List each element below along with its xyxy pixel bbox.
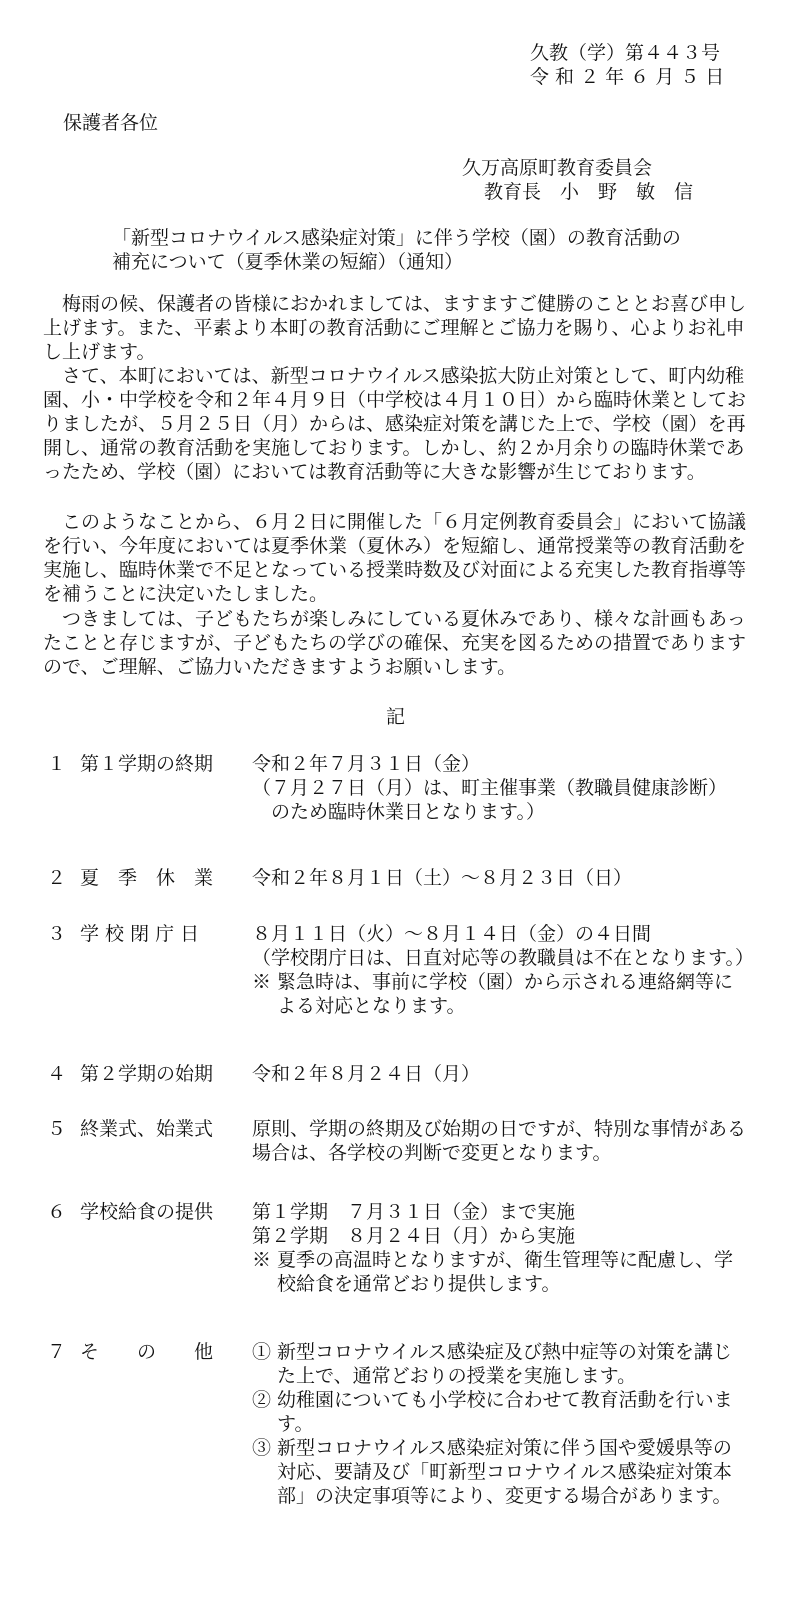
body-line: たことと存じますが、子どもたちの学びの確保、充実を図るための措置であります xyxy=(43,632,747,654)
body-line: 実施し、臨時休業で不足となっている授業時数及び対面による充実した教育指導等 xyxy=(43,559,747,581)
item-label: そ の 他 xyxy=(80,1341,214,1363)
item-line: ② 幼稚園についても小学校に合わせて教育活動を行いま xyxy=(252,1389,733,1411)
item-line: 原則、学期の終期及び始期の日ですが、特別な事情がある xyxy=(252,1118,747,1140)
item-number: ６ xyxy=(47,1201,67,1223)
body-line: を行い、今年度においては夏季休業（夏休み）を短縮し、通常授業等の教育活動を xyxy=(43,535,747,557)
item-content xyxy=(252,1340,733,1508)
body-line: このようなことから、６月２日に開催した「６月定例教育委員会」において協議 xyxy=(62,511,747,533)
document-date: 令 和 ２ 年 ６ 月 ５ 日 xyxy=(530,66,725,88)
body-line: ったため、学校（園）においては教育活動等に大きな影響が生じております。 xyxy=(43,461,706,483)
item-label: 学校給食の提供 xyxy=(80,1201,214,1223)
item-label: 第１学期の終期 xyxy=(80,753,214,775)
body-line: ので、ご理解、ご協力いただきますようお願いします。 xyxy=(43,656,517,678)
item-content xyxy=(252,1117,746,1165)
item-label: 第２学期の始期 xyxy=(80,1063,214,1085)
issuer-name: 教育長 小 野 敏 信 xyxy=(484,181,694,203)
item-line: 校給食を通常どおり提供します。 xyxy=(252,1273,561,1295)
addressee: 保護者各位 xyxy=(63,112,159,134)
document-number: 久教（学）第４４３号 xyxy=(530,42,721,64)
item-content xyxy=(252,1200,733,1296)
item-line: （７月２７日（月）は、町主催事業（教職員健康診断） xyxy=(252,777,728,799)
body-paragraph-4 xyxy=(43,607,746,679)
item-number: ４ xyxy=(47,1063,67,1085)
item-content xyxy=(252,752,727,824)
body-paragraph-1 xyxy=(43,292,746,364)
item-line: よる対応となります。 xyxy=(252,995,466,1017)
item-content xyxy=(252,866,632,890)
item-line: ※ 緊急時は、事前に学校（園）から示される連絡網等に xyxy=(252,971,734,993)
item-number: ３ xyxy=(47,923,67,945)
body-line: りましたが、５月２５日（月）からは、感染症対策を講じた上で、学校（園）を再 xyxy=(43,413,746,435)
body-line: 梅雨の候、保護者の皆様におかれましては、ますますご健勝のこととお喜び申し xyxy=(62,293,747,315)
item-line: 令和２年８月１日（土）～８月２３日（日） xyxy=(252,867,633,889)
body-line: つきましては、子どもたちが楽しみにしている夏休みであり、様々な計画もあっ xyxy=(62,608,746,630)
item-line: す。 xyxy=(252,1413,314,1435)
body-line: 上げます。また、平素より本町の教育活動にご理解とご協力を賜り、心よりお礼申 xyxy=(43,317,745,339)
item-content xyxy=(252,1062,480,1086)
item-line: 第１学期 ７月３１日（金）まで実施 xyxy=(252,1201,576,1223)
item-number: １ xyxy=(47,753,67,775)
item-line: のため臨時休業日となります。） xyxy=(252,801,545,823)
item-line: ※ 夏季の高温時となりますが、衛生管理等に配慮し、学 xyxy=(252,1249,734,1271)
ki-heading: 記 xyxy=(386,706,406,728)
item-line: ③ 新型コロナウイルス感染症対策に伴う国や愛媛県等の xyxy=(252,1437,732,1459)
item-label: 学 校 閉 庁 日 xyxy=(80,923,200,945)
item-label: 夏 季 休 業 xyxy=(80,867,214,889)
item-line: 部」の決定事項等により、変更する場合があります。 xyxy=(252,1485,732,1507)
body-line: さて、本町においては、新型コロナウイルス感染拡大防止対策として、町内幼稚 xyxy=(62,365,745,387)
body-line: 開し、通常の教育活動を実施しております。しかし、約２か月余りの臨時休業であ xyxy=(43,437,745,459)
body-line: 園、小・中学校を令和２年４月９日（中学校は４月１０日）から臨時休業としてお xyxy=(43,389,747,411)
item-line: 令和２年８月２４日（月） xyxy=(252,1063,481,1085)
item-line: ① 新型コロナウイルス感染症及び熱中症等の対策を講じ xyxy=(252,1341,732,1363)
issuer-organization: 久万高原町教育委員会 xyxy=(462,157,653,179)
body-line: し上げます。 xyxy=(43,341,156,363)
item-line: た上で、通常どおりの授業を実施します。 xyxy=(252,1365,637,1387)
body-paragraph-3 xyxy=(43,510,746,606)
item-content xyxy=(252,922,754,1018)
notice-title-line-1: 「新型コロナウイルス感染症対策」に伴う学校（園）の教育活動の xyxy=(112,227,681,249)
item-line: 場合は、各学校の判断で変更となります。 xyxy=(252,1142,612,1164)
item-number: ７ xyxy=(47,1341,67,1363)
notice-title-line-2: 補充について（夏季休業の短縮）（通知） xyxy=(112,251,464,273)
body-line: を補うことに決定いたしました。 xyxy=(43,583,329,605)
item-line: 令和２年７月３１日（金） xyxy=(252,753,481,775)
body-paragraph-2 xyxy=(43,364,746,484)
item-line: （学校閉庁日は、日直対応等の教職員は不在となります。） xyxy=(252,947,754,969)
item-line: ８月１１日（火）～８月１４日（金）の４日間 xyxy=(252,923,652,945)
item-number: ２ xyxy=(47,867,67,889)
item-line: 第２学期 ８月２４日（月）から実施 xyxy=(252,1225,576,1247)
item-number: ５ xyxy=(47,1118,67,1140)
item-line: 対応、要請及び「町新型コロナウイルス感染症対策本 xyxy=(252,1461,732,1483)
item-label: 終業式、始業式 xyxy=(80,1118,214,1140)
